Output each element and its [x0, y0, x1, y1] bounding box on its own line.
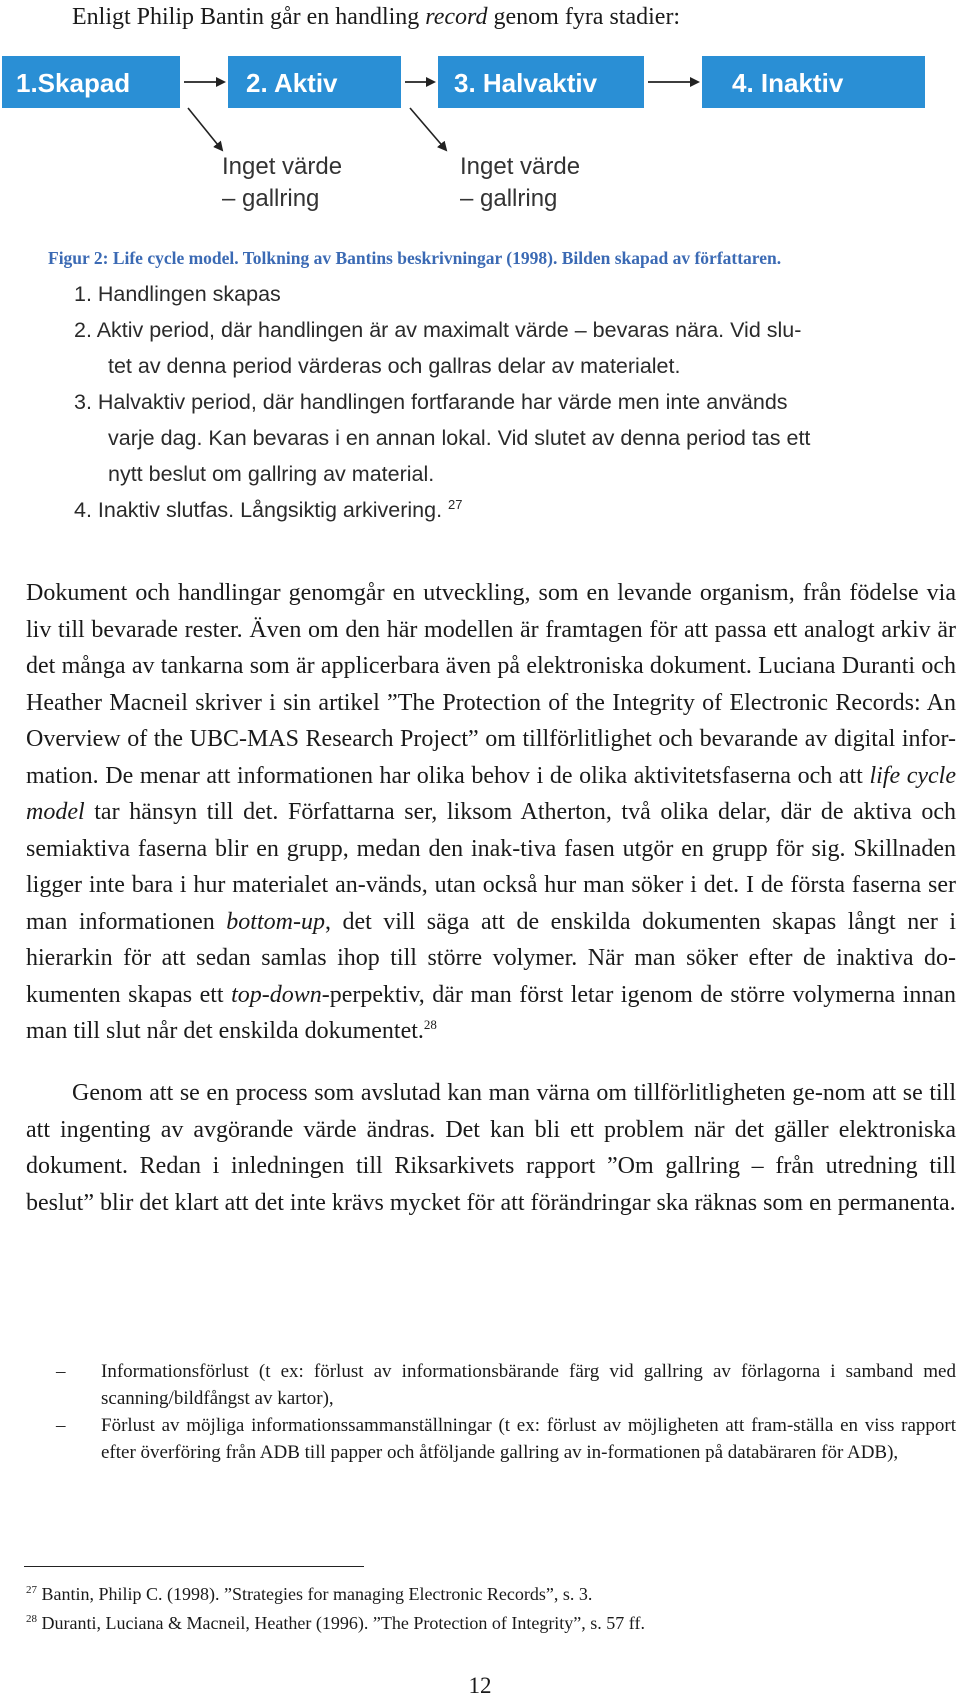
note-2-line-1: Inget värde	[460, 153, 581, 180]
arrow-skapad-to-note	[188, 108, 222, 150]
footnote-27	[26, 1578, 645, 1607]
para1-segment-1: Dokument och handlingar genomgår en utveckling, som en levande organism, från födelse via liv till bevarade rester. Även om den här modellen är framtagen för att passa ett analogt arkiv är det många av tankarna som är applicerbara även på elektroniska dokument. Luciana Duranti och Heather Macneil skriver i sin artikel ”The Protection of the Integrity of Electronic Records: An Overview of the UBC-MAS Research Project” om tillförlitlighet och bevarande av digital infor-mation. De menar att informationen har olika behov i de olika aktivitetsfaserna och att	[26, 580, 956, 789]
bullet-item	[56, 1358, 956, 1412]
footnote-ref-28[interactable]: 28	[423, 1017, 437, 1032]
intro-text-before: Enligt Philip Bantin går en handling	[72, 4, 426, 30]
intro-text-after: genom fyra stadier:	[487, 4, 681, 30]
body-paragraph-2: Genom att se en process som avslutad kan man värna om tillförlitligheten ge-nom att se till att ingenting av avgörande värde ändras. Det kan bli ett problem när det gäller elektroniska dokument. Redan i inledningen till Riksarkivets rapport ”Om gallring – från utredning till beslut” blir det klart att det inte krävs mycket för att förändringar ska räknas som en permanenta.	[26, 1080, 956, 1216]
note-2-line-2: – gallring	[460, 185, 558, 212]
list-item-4	[74, 492, 960, 528]
stage-label-halvaktiv: 3. Halvaktiv	[454, 68, 598, 98]
list-item-3-line-3: nytt beslut om gallring av material.	[108, 462, 435, 486]
note-1-line-1: Inget värde	[222, 153, 343, 180]
bullet-dash: –	[56, 1361, 66, 1382]
figure-caption: Figur 2: Life cycle model. Tolkning av Bantins beskrivningar (1998). Bilden skapad av författaren.	[48, 248, 782, 268]
footnote-separator	[24, 1566, 364, 1567]
para1-italic-life-cycle-model: life cycle model	[26, 762, 957, 825]
list-item-2-line-1: 2. Aktiv period, där handlingen är av maximalt värde – bevaras nära. Vid slu-	[74, 318, 802, 342]
para1-italic-bottom-up: bottom-up	[226, 908, 325, 935]
para1-segment-2: tar hänsyn till det. Författarna ser, liksom Atherton, två olika delar, där de aktiva och semiaktiva faserna blir en grupp, medan den inak-tiva fasen utgör en grupp för sig. Skillnaden ligger inte bara i hur materialet an-vänds, utan också hur man söker i det. I de första faserna ser man informationen	[26, 799, 956, 935]
arrow-aktiv-to-note	[410, 108, 446, 150]
intro-italic-term: record	[425, 4, 488, 30]
footnote-text: Bantin, Philip C. (1998). ”Strategies for managing Electronic Records”, s. 3.	[41, 1584, 593, 1604]
bullet-dash: –	[56, 1415, 66, 1436]
footnote-text: Duranti, Luciana & Macneil, Heather (1996). ”The Protection of Integrity”, s. 57 ff.	[41, 1613, 645, 1633]
footnote-number: 28	[26, 1613, 37, 1625]
stage-list	[74, 276, 960, 528]
intro-sentence	[72, 0, 680, 34]
para1-segment-3: , det vill säga att de enskilda dokumenten skapas långt ner i hierarkin för att sedan samlas ihop till större volymer. När man söker efter de inaktiva do-kumenten skapas ett	[26, 908, 957, 1008]
footnote-ref-27[interactable]: 27	[448, 496, 463, 512]
bullet-list	[56, 1358, 956, 1466]
list-item-3-line-2: varje dag. Kan bevaras i en annan lokal. Vid slutet av denna period tas ett	[108, 426, 811, 450]
footnote-number: 27	[26, 1584, 37, 1596]
list-item-1: 1. Handlingen skapas	[74, 282, 281, 306]
list-item-4-text: 4. Inaktiv slutfas. Långsiktig arkivering.	[74, 498, 443, 522]
footnote-28	[26, 1607, 645, 1636]
stage-label-aktiv: 2. Aktiv	[246, 68, 338, 98]
list-item-3-line-1: 3. Halvaktiv period, där handlingen fortfarande har värde men inte används	[74, 390, 788, 414]
bullet-text: Informationsförlust (t ex: förlust av informationsbärande färg vid gallring av förlagorna i samband med scanning/bildfångst av kartor),	[101, 1361, 956, 1409]
body-paragraph-1	[26, 575, 956, 1050]
footnotes	[26, 1578, 645, 1636]
life-cycle-diagram	[0, 48, 960, 238]
list-item-2-line-2: tet av denna period värderas och gallras delar av materialet.	[108, 354, 681, 378]
stage-label-skapad: 1.Skapad	[16, 68, 131, 98]
note-1-line-2: – gallring	[222, 185, 320, 212]
para1-segment-4: -perpektiv, där man först letar igenom de större volymerna innan man till slut når det enskilda dokumentet.	[26, 981, 956, 1044]
bullet-item	[56, 1412, 956, 1466]
stage-label-inaktiv: 4. Inaktiv	[732, 68, 844, 98]
bullet-text: Förlust av möjliga informationssammanställningar (t ex: förlust av möjligheten att fram-ställa en viss rapport efter överföring från ADB till papper och åtföljande gallring av in-formationen på databäraren för ADB),	[101, 1415, 956, 1463]
para1-italic-top-down: top-down	[231, 981, 322, 1008]
page-number: 12	[468, 1673, 492, 1698]
